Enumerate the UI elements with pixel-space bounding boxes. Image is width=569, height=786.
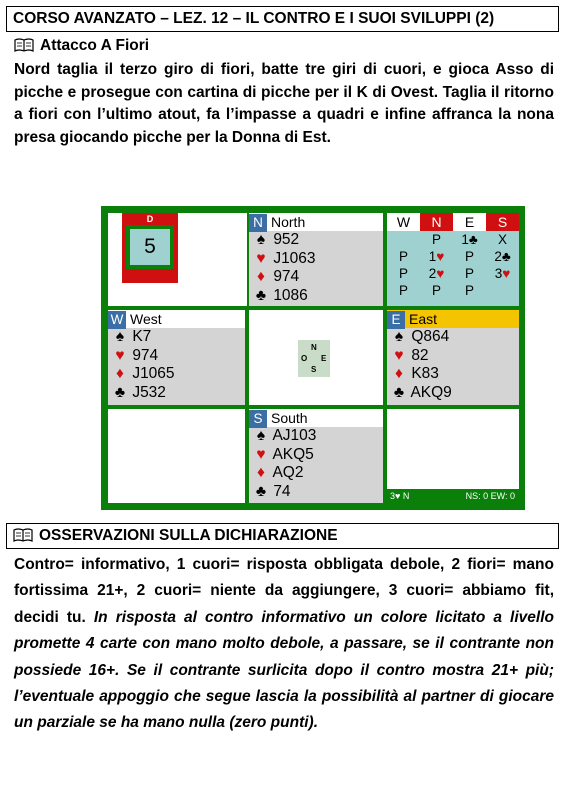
- bid-cell: 1♣: [461, 232, 478, 247]
- south-hand: [249, 409, 383, 503]
- bid-cell: [387, 231, 420, 248]
- bid-cell: P: [464, 266, 474, 281]
- club-icon: ♣: [114, 383, 126, 401]
- board-number-cell: [108, 213, 247, 306]
- bid-cell: P: [398, 249, 408, 264]
- east-hearts: ♥ 82: [391, 347, 519, 366]
- bridge-board: [101, 206, 525, 510]
- section-attack-heading: [14, 35, 149, 57]
- heart-icon: ♥: [256, 445, 266, 463]
- north-diamonds: ♦ 974: [253, 268, 383, 287]
- bid-col-w: W: [396, 214, 411, 230]
- dealer-frame: [122, 213, 178, 283]
- north-hearts: ♥ J1063: [253, 250, 383, 269]
- observations-regular: Contro= informativo, 1 cuori= risposta obbligata debole, 2 fiori= mano fortissima 21+, 2 cuori= niente da aggiungere, 3 cuori= abbiamo fit, decidi tu.: [14, 556, 554, 626]
- bidding-box: [387, 213, 519, 306]
- east-name: East: [409, 311, 438, 327]
- board-number: 5: [130, 229, 170, 265]
- dealer-label: D: [146, 214, 154, 224]
- heart-icon: ♥: [115, 346, 125, 364]
- bidding-row: [387, 282, 519, 299]
- north-tag: N: [249, 214, 267, 232]
- bid-cell: P: [464, 249, 474, 264]
- attack-description: Nord taglia il terzo giro di fiori, batte tre giri di cuori, e gioca Asso di picche e prosegue con cartina di picche per il K di Ovest. Taglia il ritorno a fiori con l’ultimo atout, fa l’impasse a quadri e infine affranca la nona presa giocando picche per la Donna di Est.: [14, 61, 554, 146]
- north-name: North: [271, 214, 306, 230]
- compass: N O E S: [298, 340, 330, 377]
- north-clubs: ♣ 1086: [253, 287, 383, 306]
- empty-cell: [108, 409, 245, 503]
- north-spades: ♠ 952: [253, 231, 383, 250]
- bid-cell: P: [431, 232, 441, 247]
- east-hand: [387, 310, 519, 405]
- west-clubs: ♣ J532: [112, 384, 245, 403]
- bidding-rows: [387, 231, 519, 299]
- west-hearts: ♥ 974: [112, 347, 245, 366]
- lesson-title: CORSO AVANZATO – LEZ. 12 – IL CONTRO E I SUOI SVILUPPI (2): [13, 10, 495, 27]
- diamond-icon: ♦: [395, 365, 403, 382]
- bid-cell: P: [464, 283, 474, 298]
- bid-cell: 2♣: [494, 249, 511, 264]
- bid-cell: P: [398, 283, 408, 298]
- east-clubs: ♣ AKQ9: [391, 384, 519, 403]
- spade-icon: ♠: [256, 427, 266, 444]
- bid-cell: P: [398, 266, 408, 281]
- contract: 3♥ N: [390, 491, 410, 501]
- south-clubs: ♣ 74: [253, 483, 383, 502]
- diamond-icon: ♦: [116, 365, 124, 382]
- compass-cell: [249, 310, 383, 405]
- spade-icon: ♠: [394, 328, 404, 345]
- result-cell: [387, 409, 519, 503]
- bid-cell: 1♥: [428, 249, 445, 264]
- book-icon: [14, 38, 34, 52]
- east-spades: ♠ Q864: [391, 328, 519, 347]
- score: NS: 0 EW: 0: [465, 491, 515, 501]
- diamond-icon: ♦: [257, 268, 265, 285]
- result-bar: [387, 489, 519, 503]
- east-diamonds: ♦ K83: [391, 365, 519, 384]
- south-name: South: [271, 410, 308, 426]
- west-tag: W: [108, 311, 126, 329]
- bidding-row: [387, 265, 519, 282]
- bid-cell: [486, 282, 519, 299]
- book-icon: [13, 528, 33, 542]
- west-hand: [108, 310, 245, 405]
- bidding-header: [387, 213, 519, 231]
- bid-cell: X: [497, 232, 507, 247]
- north-hand: [249, 213, 383, 306]
- east-tag: E: [387, 311, 405, 329]
- bid-cell: 3♥: [494, 266, 511, 281]
- spade-icon: ♠: [256, 231, 266, 248]
- club-icon: ♣: [255, 286, 267, 304]
- section-observations-title: OSSERVAZIONI SULLA DICHIARAZIONE: [39, 527, 338, 544]
- west-name: West: [130, 311, 162, 327]
- section-attack-title: Attacco A Fiori: [40, 37, 150, 54]
- bid-col-e: E: [464, 214, 475, 230]
- club-icon: ♣: [255, 482, 267, 500]
- heart-icon: ♥: [256, 249, 266, 267]
- section-observations-header: [6, 523, 559, 549]
- observations-text: [14, 552, 554, 737]
- bidding-row: [387, 248, 519, 265]
- bid-cell: 2♥: [428, 266, 445, 281]
- west-diamonds: ♦ J1065: [112, 365, 245, 384]
- south-diamonds: ♦ AQ2: [253, 464, 383, 483]
- heart-icon: ♥: [394, 346, 404, 364]
- spade-icon: ♠: [115, 328, 125, 345]
- west-spades: ♠ K7: [112, 328, 245, 347]
- lesson-header: [6, 6, 559, 32]
- bid-col-n: N: [420, 213, 453, 231]
- south-spades: ♠ AJ103: [253, 427, 383, 446]
- bidding-row: [387, 231, 519, 248]
- diamond-icon: ♦: [257, 464, 265, 481]
- observations-italic: In risposta al contro informativo un colore licitato a livello promette 4 carte con mano molto debole, a passare, se il contrante non possiede 16+. Se il contrante surlicita dopo il contro mostra 21+ più; l’eventuale appoggio che segue lascia la possibilità al partner di giocare un parziale se ha mano nulla (zero punti).: [14, 608, 554, 732]
- bid-cell: P: [431, 283, 441, 298]
- bid-col-s: S: [486, 213, 519, 231]
- club-icon: ♣: [393, 383, 405, 401]
- south-tag: S: [249, 410, 267, 428]
- south-hearts: ♥ AKQ5: [253, 446, 383, 465]
